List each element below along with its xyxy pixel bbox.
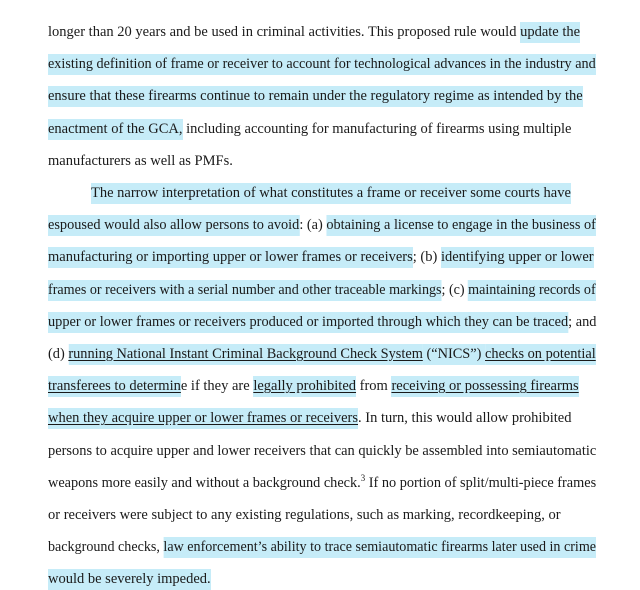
text-segment: : (a) [299, 217, 327, 234]
text-line [48, 537, 596, 557]
text-segment: If no portion of split/multi-piece frames [365, 474, 597, 491]
highlighted-text: (“NICS”) [423, 344, 485, 365]
text-segment: (d) [48, 346, 69, 362]
highlighted-text: would be severely impeded. [48, 569, 211, 590]
text-line [48, 312, 596, 332]
highlighted-text: enactment of the GCA, [48, 119, 183, 140]
text-line [48, 215, 596, 235]
text-line [48, 569, 211, 589]
text-line [48, 247, 594, 267]
text-segment: manufacturers as well as PMFs. [48, 152, 233, 169]
text-segment: longer than 20 years and be used in criminal activities. This proposed rule would [48, 24, 521, 40]
highlighted-text: law enforcement’s ability to trace semiautomatic firearms later used in crime [163, 537, 596, 558]
highlighted-text: legally prohibited [253, 376, 356, 397]
text-line [48, 119, 571, 139]
highlighted-text: ensure that these firearms continue to remain under the regulatory regime as intended by the [48, 86, 583, 107]
highlighted-text: when they acquire upper or lower frames or receivers [48, 408, 358, 429]
highlighted-text: update the [520, 22, 580, 43]
text-segment: including accounting for manufacturing of firearms using multiple [182, 120, 572, 137]
text-line [48, 280, 596, 300]
text-segment: background checks, [48, 539, 164, 556]
highlighted-text: running National Instant Criminal Background Check System [68, 344, 423, 365]
text-segment: persons to acquire upper and lower receivers that can quickly be assembled into semiautomatic [48, 442, 597, 459]
text-segment: ; (c) [441, 281, 469, 298]
text-line [48, 441, 596, 461]
highlighted-text: frames or receivers with a serial number and other traceable markings [48, 280, 442, 301]
highlighted-text: manufacturing or importing upper or lower frames or receivers [48, 247, 413, 268]
highlighted-text: identifying upper or lower [441, 247, 594, 268]
highlighted-text: upper or lower frames or receivers produced or imported through which they can be traced [48, 312, 568, 333]
highlighted-text: transferees to determin [48, 376, 181, 397]
highlighted-text: receiving or possessing firearms [391, 376, 578, 397]
text-segment: weapons more easily and without a background check. [48, 474, 361, 491]
text-line [48, 86, 583, 106]
text-line [48, 473, 596, 493]
highlighted-text: obtaining a license to engage in the business of [326, 215, 596, 236]
text-line [48, 151, 233, 171]
text-segment: or receivers were subject to any existing regulations, such as marking, recordkeeping, or [48, 507, 561, 523]
text-segment: ; (b) [412, 249, 441, 266]
highlighted-text: maintaining records of [468, 280, 596, 301]
text-line [48, 22, 580, 42]
highlighted-text: checks on potential [485, 344, 596, 365]
text-line [48, 54, 596, 74]
text-line [48, 376, 579, 396]
text-line [48, 505, 561, 525]
text-line [91, 183, 571, 203]
text-line [48, 344, 596, 364]
text-line [48, 408, 571, 428]
highlighted-text: The narrow interpretation of what constitutes a frame or receiver some courts have [91, 183, 571, 204]
highlighted-text: existing definition of frame or receiver to account for technological advances in the industry and [48, 54, 596, 75]
highlighted-text: espoused would also allow persons to avoid [48, 215, 299, 236]
footnote-ref: 3 [360, 472, 366, 483]
text-segment: . In turn, this would allow prohibited [358, 410, 572, 427]
text-segment: ; and [568, 313, 597, 330]
text-segment: e if they are [180, 378, 254, 395]
text-segment: from [356, 378, 392, 395]
